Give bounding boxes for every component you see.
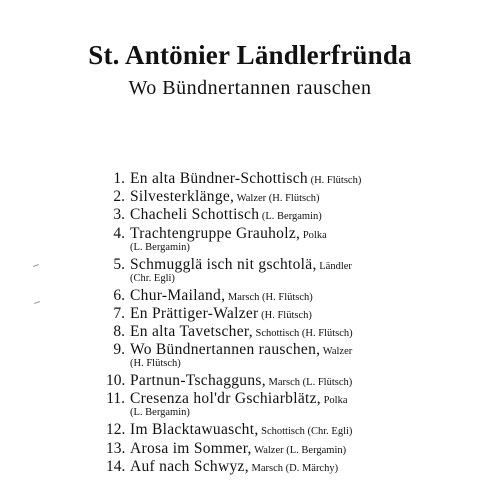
track-title: En Prättiger-Walzer (130, 304, 259, 322)
track-title: Trachtengruppe Grauholz, (130, 224, 301, 242)
track-number: 14. (106, 457, 126, 475)
track-credit: (L. Bergamin) (259, 211, 322, 223)
track-number: 9. (113, 341, 125, 359)
track-line (130, 421, 352, 441)
track-credit: (H. Flütsch) (258, 309, 312, 321)
track-credit-continued: (L. Bergamin) (130, 241, 190, 253)
track-item (106, 440, 496, 458)
track-number: 4. (113, 224, 125, 242)
track-title: Silvesterklänge, (130, 188, 235, 206)
track-credit: Walzer (L. Bergamin) (251, 444, 347, 456)
track-title: Chacheli Schottisch (130, 206, 260, 224)
track-item (106, 287, 496, 305)
track-item (106, 206, 496, 224)
track-title: Partnun-Tschagguns, (130, 372, 266, 390)
track-credit: Walzer (320, 346, 353, 358)
track-credit: Marsch (H. Flütsch) (225, 291, 313, 303)
track-credit: Marsch (D. Märchy) (248, 462, 339, 474)
scan-mark (34, 301, 40, 304)
track-number: 3. (113, 206, 125, 224)
track-credit: Polka (300, 229, 327, 241)
track-title: En alta Bündner-Schottisch (130, 170, 308, 187)
track-title: Im Blacktawuascht, (130, 421, 259, 439)
album-subtitle: Wo Bündnertannen rauschen (128, 77, 372, 99)
track-line (130, 323, 353, 343)
track-line (130, 188, 320, 208)
track-title: Schmugglä isch nit gschtolä, (130, 255, 317, 273)
track-credit: Marsch (L. Flütsch) (265, 377, 353, 389)
scan-mark (33, 264, 39, 267)
album-title: St. Antönier Ländlerfründa (88, 40, 412, 70)
track-line (130, 170, 361, 190)
track-line (130, 440, 346, 460)
track-title: Wo Bündnertannen rauschen, (130, 341, 321, 359)
track-number: 11. (106, 390, 125, 408)
track-title: Auf nach Schwyz, (130, 457, 249, 475)
track-credit: Walzer (H. Flütsch) (234, 193, 320, 205)
track-item (106, 323, 496, 341)
track-title: Cresenza hol'dr Gschiarblätz, (130, 390, 321, 408)
track-credit: Schottisch (Chr. Egli) (258, 426, 353, 438)
track-line (130, 372, 352, 392)
track-title: Arosa im Sommer, (130, 439, 252, 457)
track-item (106, 188, 496, 206)
track-credit-continued: (L. Bergamin) (130, 407, 190, 419)
track-credit-continued: (Chr. Egli) (130, 272, 175, 284)
track-line (130, 458, 338, 478)
track-credit: Ländler (316, 260, 352, 272)
track-item (106, 341, 496, 372)
track-number: 1. (113, 170, 125, 187)
track-item (106, 390, 496, 421)
track-title: En alta Tavetscher, (130, 322, 253, 340)
track-line (130, 305, 312, 325)
track-title: Chur-Mailand, (130, 286, 226, 304)
track-number: 5. (113, 255, 125, 273)
track-line (130, 287, 313, 307)
track-number: 2. (113, 188, 125, 206)
track-item (106, 225, 496, 256)
track-number: 13. (106, 439, 126, 457)
track-credit-continued: (H. Flütsch) (130, 358, 181, 370)
track-credit: (H. Flütsch) (307, 175, 362, 186)
track-list (106, 170, 496, 476)
track-number: 8. (113, 322, 125, 340)
track-item (106, 170, 496, 188)
track-item (106, 372, 496, 390)
track-number: 6. (113, 286, 125, 304)
track-credit: Schottisch (H. Flütsch) (252, 327, 353, 339)
track-line (130, 206, 322, 226)
track-credit: Polka (320, 395, 348, 407)
track-item (106, 256, 496, 287)
track-item (106, 305, 496, 323)
track-item (106, 421, 496, 439)
track-number: 7. (113, 304, 125, 322)
track-item (106, 458, 496, 476)
track-number: 12. (106, 421, 126, 439)
track-number: 10. (106, 372, 126, 390)
